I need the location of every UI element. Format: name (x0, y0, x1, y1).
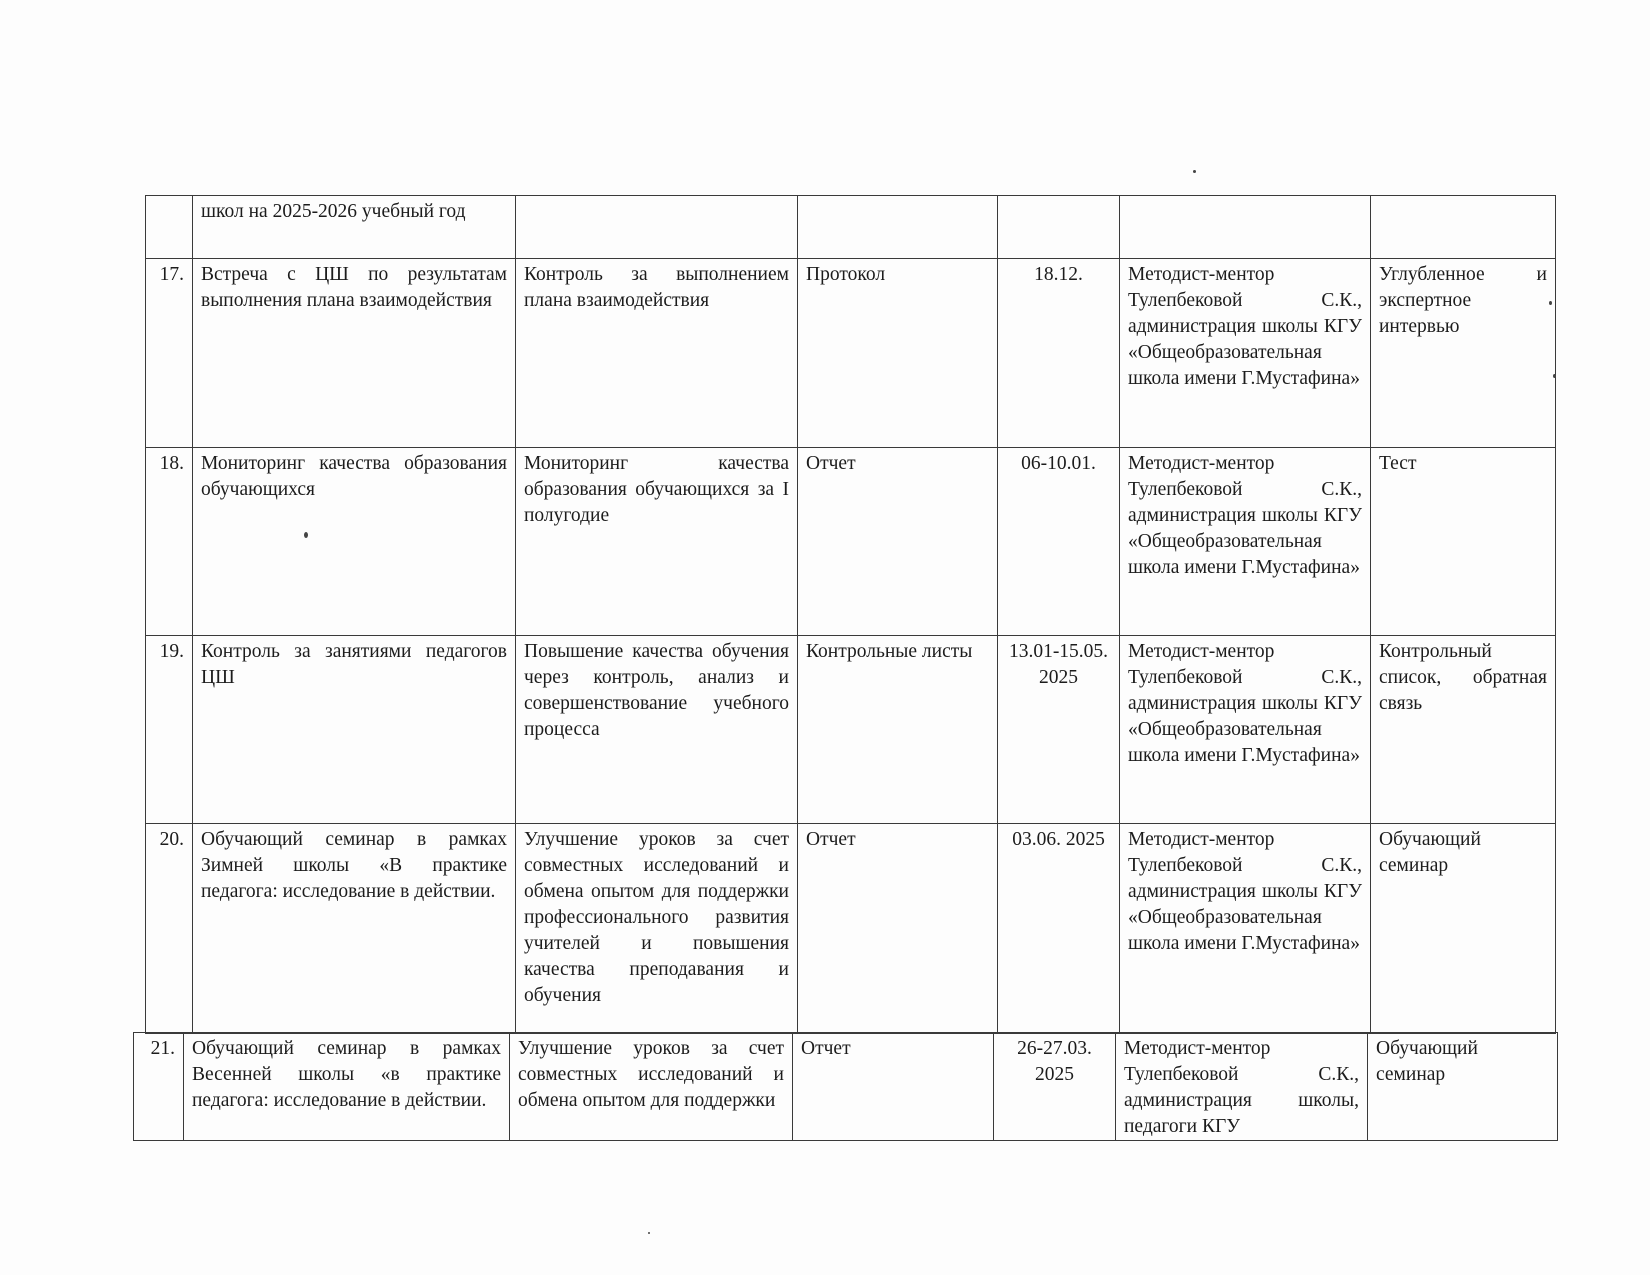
responsible-cell: Методист-ментор Тулепбековой С.К., администрация школы КГУ «Общеобразовательная школа имени Г.Мустафина» (1120, 636, 1371, 824)
scan-speck (1553, 374, 1556, 378)
row-number: 20. (146, 824, 193, 1034)
form-cell: Углубленное и экспертное интервью (1371, 259, 1556, 448)
table-row (146, 259, 1556, 448)
form-cell: Тест (1371, 448, 1556, 636)
row-number: 17. (146, 259, 193, 448)
form-cell: Контрольный список, обратная связь (1371, 636, 1556, 824)
scan-speck (304, 532, 308, 538)
result-cell: Отчет (798, 448, 998, 636)
event-cell: Обучающий семинар в рамках Весенней школы «в практике педагога: исследование в действии. (184, 1033, 510, 1141)
plan-table-continued (145, 195, 1556, 1034)
responsible-cell: Методист-ментор Тулепбековой С.К., администрация школы КГУ «Общеобразовательная школа имени Г.Мустафина» (1120, 259, 1371, 448)
goal-cell: Контроль за выполнением плана взаимодействия (516, 259, 798, 448)
date-cell: 26-27.03. 2025 (994, 1033, 1116, 1141)
row-number: 21. (134, 1033, 184, 1141)
table-row (146, 824, 1556, 1034)
goal-cell: Улучшение уроков за счет совместных исследований и обмена опытом для поддержки профессионального развития учителей и повышения качества преподавания и обучения (516, 824, 798, 1034)
form-cell: Обучающий семинар (1371, 824, 1556, 1034)
goal-cell (516, 196, 798, 259)
event-cell: школ на 2025-2026 учебный год (193, 196, 516, 259)
event-cell: Обучающий семинар в рамках Зимней школы «В практике педагога: исследование в действии. (193, 824, 516, 1034)
goal-cell: Повышение качества обучения через контроль, анализ и совершенствование учебного процесса (516, 636, 798, 824)
table-row (146, 196, 1556, 259)
table-row (146, 448, 1556, 636)
scan-speck (1549, 301, 1552, 305)
goal-cell: Мониторинг качества образования обучающихся за I полугодие (516, 448, 798, 636)
row-number: 18. (146, 448, 193, 636)
date-cell (998, 196, 1120, 259)
event-cell: Мониторинг качества образования обучающихся (193, 448, 516, 636)
table-row (134, 1033, 1558, 1141)
form-cell (1371, 196, 1556, 259)
date-cell: 18.12. (998, 259, 1120, 448)
scan-speck (648, 1232, 650, 1234)
row-number (146, 196, 193, 259)
event-cell: Встреча с ЦШ по результатам выполнения плана взаимодействия (193, 259, 516, 448)
scan-speck (1193, 170, 1196, 173)
responsible-cell: Методист-ментор Тулепбековой С.К., администрация школы КГУ «Общеобразовательная школа имени Г.Мустафина» (1120, 448, 1371, 636)
result-cell: Отчет (798, 824, 998, 1034)
date-cell: 13.01-15.05. 2025 (998, 636, 1120, 824)
event-cell: Контроль за занятиями педагогов ЦШ (193, 636, 516, 824)
result-cell (798, 196, 998, 259)
responsible-cell: Методист-ментор Тулепбековой С.К., администрация школы КГУ «Общеобразовательная школа имени Г.Мустафина» (1120, 824, 1371, 1034)
goal-cell: Улучшение уроков за счет совместных исследований и обмена опытом для поддержки (510, 1033, 793, 1141)
date-cell: 03.06. 2025 (998, 824, 1120, 1034)
date-cell: 06-10.01. (998, 448, 1120, 636)
result-cell: Отчет (793, 1033, 994, 1141)
row-number: 19. (146, 636, 193, 824)
table-row (146, 636, 1556, 824)
responsible-cell (1120, 196, 1371, 259)
result-cell: Протокол (798, 259, 998, 448)
responsible-cell: Методист-ментор Тулепбековой С.К., администрация школы, педагоги КГУ (1116, 1033, 1368, 1141)
plan-table-next (133, 1032, 1558, 1141)
form-cell: Обучающий семинар (1368, 1033, 1558, 1141)
result-cell: Контрольные листы (798, 636, 998, 824)
